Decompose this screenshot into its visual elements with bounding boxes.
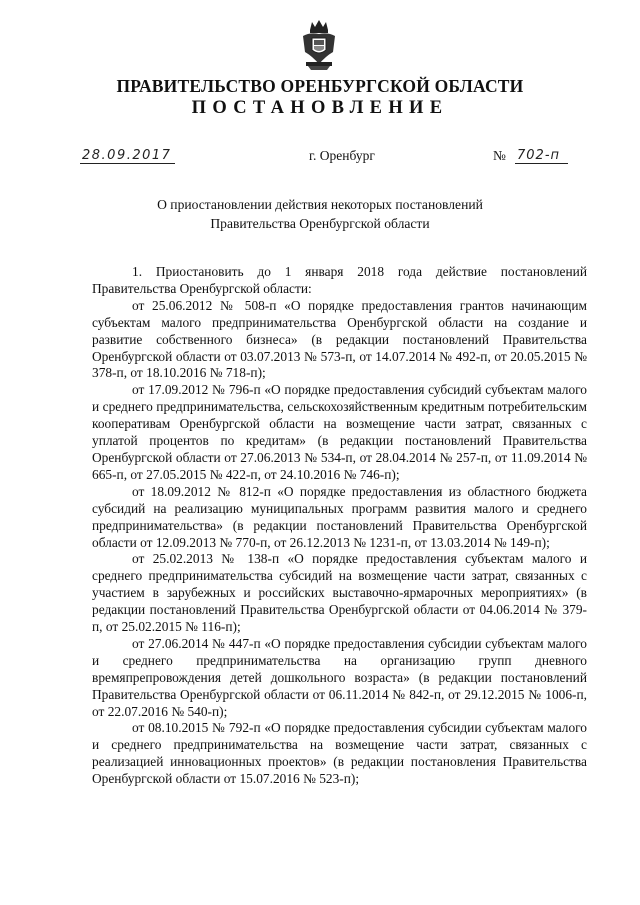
paragraph-3: от 17.09.2012 № 796-п «О порядке предоставления субсидий субъектам малого и среднего предпринимательства, сельскохозяйственным кредитным потребительским кооперативам Оренбургской области на возмещение части затрат, связанных с уплатой процентов по кредитам» (в редакции постановлений Правительства Оренбургской области от 27.06.2013 № 534-п, от 28.04.2014 № 257-п, от 11.09.2014 № 665-п, от 27.05.2015 № 422-п, от 24.10.2016 № 746-п); [92,382,587,482]
number-label: № [493,148,506,163]
decree-number: 702-п [515,148,568,164]
paragraph-6: от 27.06.2014 № 447-п «О порядке предоставления субсидии субъектам малого и среднего предпринимательства на организацию групп дневного времяпрепровождения детей дошкольного возраста» (в редакции постановлений Правительства Оренбургской области от 06.11.2014 № 842-п, от 29.12.2015 № 1006-п, от 22.07.2016 № 540-п); [92,635,587,719]
document-type: ПОСТАНОВЛЕНИЕ [191,98,449,118]
paragraph-2: от 25.06.2012 № 508-п «О порядке предоставления грантов начинающим субъектам малого предпринимательства Оренбургской области на создание и развитие собственного бизнеса» (в редакции постановлений Правительства Оренбургской области от 03.07.2013 № 573-п, от 14.07.2014 № 492-п, от 20.05.2015 № 378-п, от 18.10.2016 № 718-п); [92,297,587,381]
paragraph-7: от 08.10.2015 № 792-п «О порядке предоставления субсидии субъектам малого и среднего предпринимательства на возмещение части затрат, связанных с реализацией инновационных проектов» (в редакции постановления Правительства Оренбургской области от 15.07.2016 № 523-п); [92,720,587,787]
subject-line-2: Правительства Оренбургской области [210,215,430,231]
subject-line-1: О приостановлении действия некоторых постановлений [157,197,483,212]
decree-date: 28.09.2017 [80,148,175,164]
decree-city: г. Оренбург [309,148,375,163]
coat-of-arms-icon [300,18,338,70]
decree-subject [0,196,640,233]
decree-body [92,264,587,788]
government-name: ПРАВИТЕЛЬСТВО ОРЕНБУРГСКОЙ ОБЛАСТИ [116,76,524,96]
paragraph-1: 1. Приостановить до 1 января 2018 года действие постановлений Правительства Оренбургской области: [92,264,587,296]
paragraph-4: от 18.09.2012 № 812-п «О порядке предоставления из областного бюджета субсидий на реализацию муниципальных программ развития малого и среднего предпринимательства» (в редакции постановлений Правительства Оренбургской области от 12.09.2013 № 770-п, от 26.12.2013 № 1231-п, от 13.03.2014 № 149-п); [92,483,587,550]
paragraph-5: от 25.02.2013 № 138-п «О порядке предоставления субъектам малого и среднего предпринимательства субсидий на возмещение части затрат, связанных с участием в зарубежных и российских выставочно-ярмарочных мероприятиях» (в редакции постановлений Правительства Оренбургской области от 04.06.2014 № 379-п, от 25.02.2015 № 116-п); [92,551,587,635]
